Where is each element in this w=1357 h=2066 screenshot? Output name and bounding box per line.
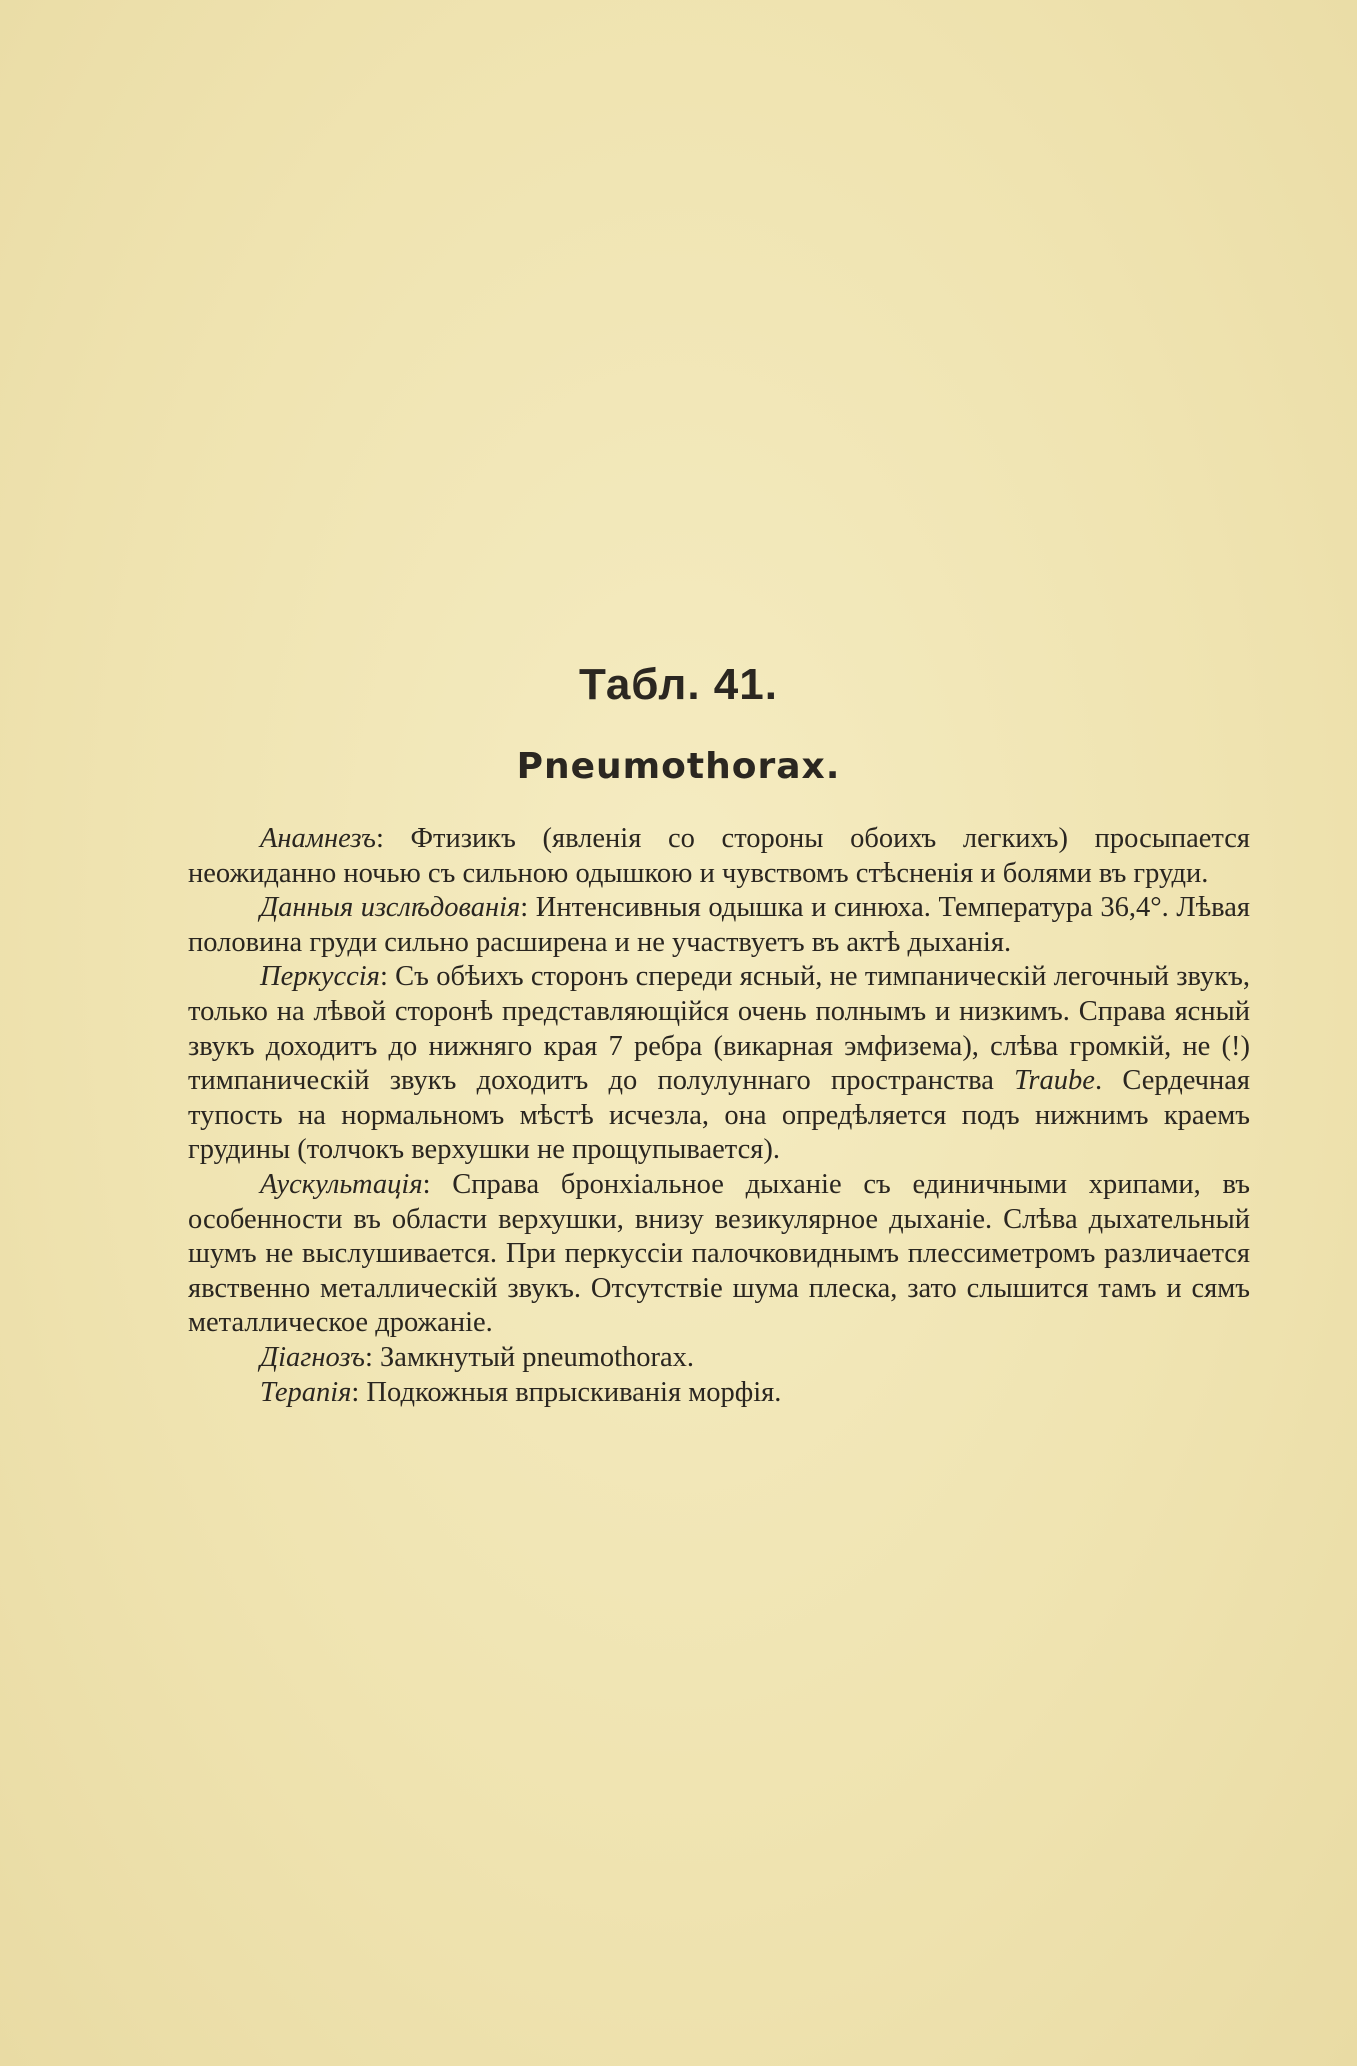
- paragraph-text: : Съ обѣихъ сторонъ спереди ясный, не тимпаническій легочный звукъ, только на лѣвой сторонѣ представляющійся очень полнымъ и низкимъ. Справа ясный звукъ доходитъ до нижняго края 7 ребра (викарная эмфизема), слѣва громкій, не (!) тимпаническій звукъ доходитъ до полулуннаго пространства: [188, 961, 1250, 1097]
- case-description: [188, 822, 1250, 1410]
- paragraph-text: : Справа бронхіальное дыханіе съ единичными хрипами, въ особенности въ области верхушки, внизу везикулярное дыханіе. Слѣва дыхательный шумъ не выслушивается. При перкуссіи палочковиднымъ плессиметромъ различается явственно металлическій звукъ. Отсутствіе шума плеска, зато слышится тамъ и сямъ металлическое дрожаніе.: [188, 1168, 1250, 1339]
- page-title: Табл. 41.: [579, 660, 778, 709]
- paragraph-lead: Аускультація: [260, 1168, 423, 1200]
- page-subtitle: Pneumothorax.: [516, 746, 841, 787]
- paragraph-therapy: [188, 1376, 1250, 1411]
- paragraph-lead: Данныя изслѣдованія: [260, 892, 521, 924]
- paragraph-text: : Замкнутый pneumothorax.: [364, 1341, 695, 1373]
- paragraph-examination: [188, 891, 1250, 960]
- paragraph-text: : Подкожныя впрыскиванія морфія.: [351, 1376, 782, 1408]
- paragraph-text: : Интенсивныя одышка и синюха. Температура 36,4°. Лѣвая половина груди сильно расширена и не участвуетъ въ актѣ дыханія.: [188, 892, 1251, 958]
- traube-name: Traube: [1014, 1065, 1095, 1097]
- paragraph-diagnosis: [188, 1341, 1250, 1376]
- paragraph-text: . Сердечная тупость на нормальномъ мѣстѣ исчезла, она опредѣляется подъ нижнимъ краемъ грудины (толчокъ верхушки не прощупывается).: [188, 1065, 1251, 1166]
- paragraph-lead: Терапія: [260, 1376, 352, 1408]
- paragraph-lead: Перкуссія: [260, 961, 380, 993]
- paragraph-lead: Анамнезъ: [260, 823, 376, 854]
- paragraph-lead: Діагнозъ: [260, 1341, 365, 1373]
- paragraph-auscultation: [188, 1168, 1250, 1341]
- paragraph-anamnesis: [188, 822, 1250, 891]
- paragraph-percussion: [188, 960, 1250, 1168]
- paragraph-text: : Фтизикъ (явленія со стороны обоихъ легкихъ) просыпается неожиданно ночью съ сильною одышкою и чувствомъ стѣсненія и болями въ груди.: [188, 823, 1250, 889]
